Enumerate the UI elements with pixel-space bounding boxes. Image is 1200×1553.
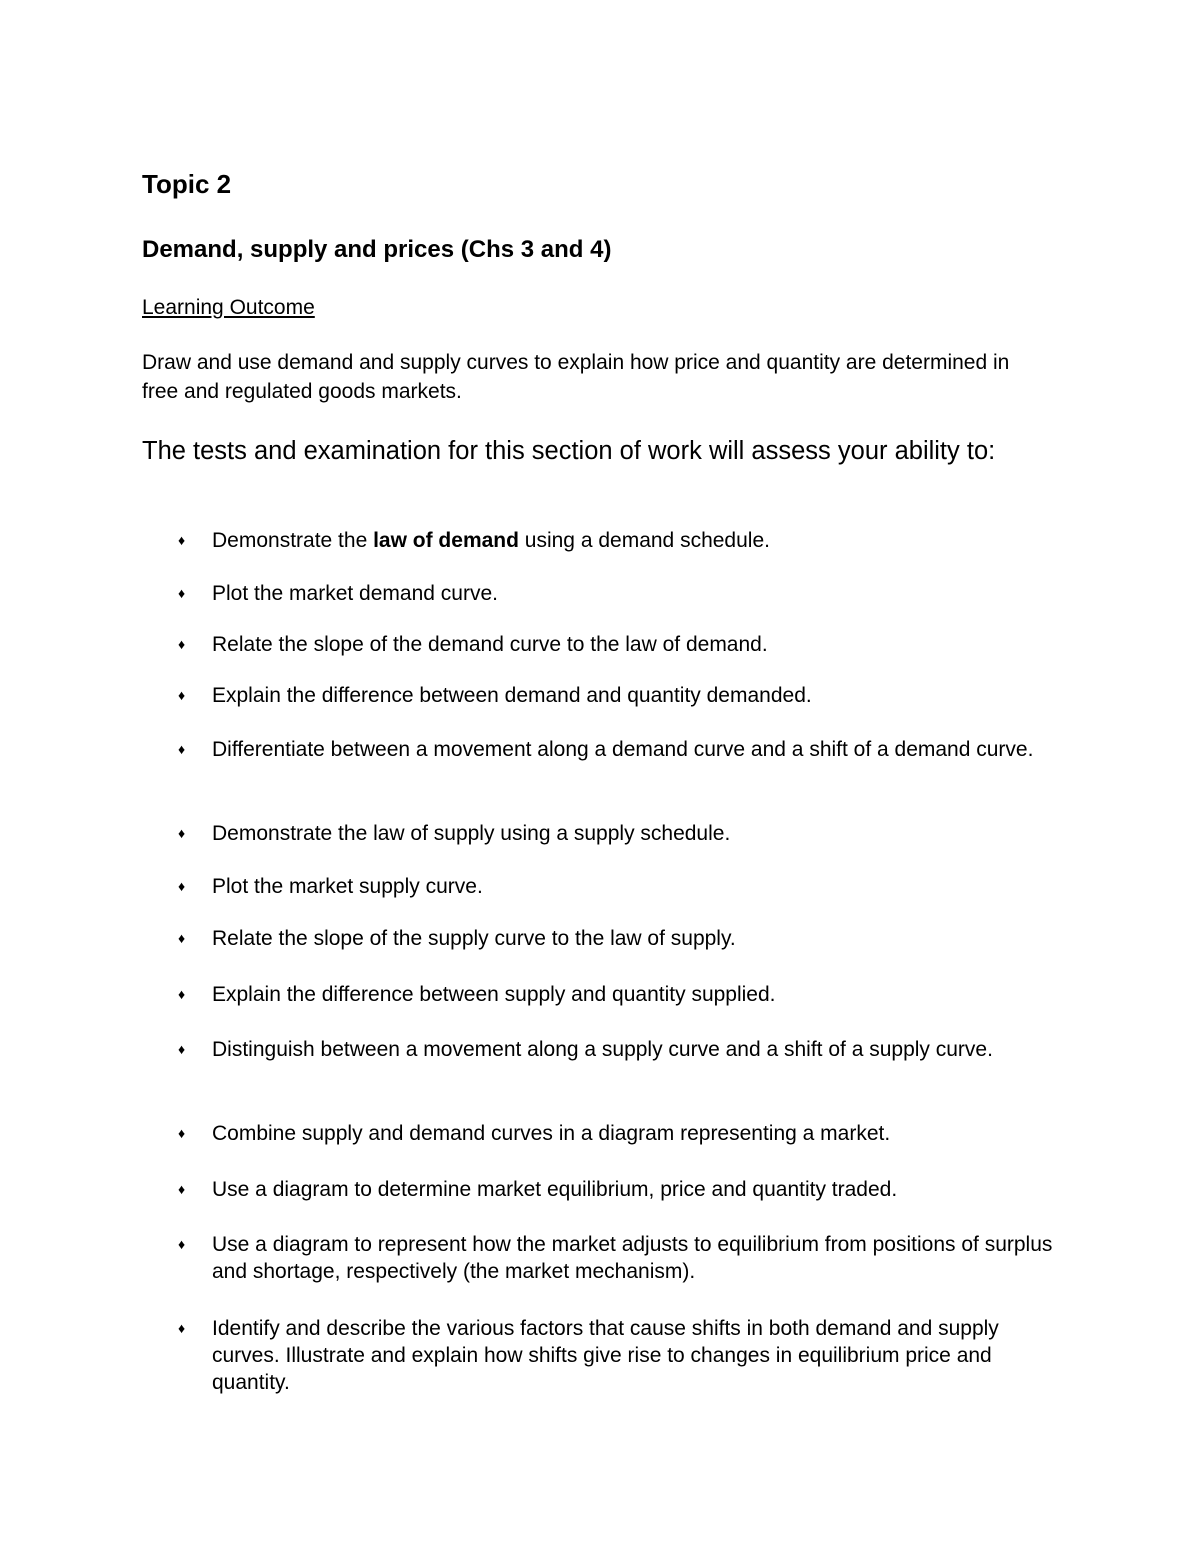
list-item-text: Plot the market supply curve. [212, 875, 483, 898]
diamond-bullet-icon: ♦ [178, 878, 186, 894]
list-item-text: Explain the difference between supply and quantity supplied. [212, 983, 776, 1006]
list-item-text: Use a diagram to represent how the market adjusts to equilibrium from positions of surplus and shortage, respectively (the market mechanism). [212, 1233, 1053, 1283]
list-item-text: Plot the market demand curve. [212, 582, 498, 605]
list-item-text: Differentiate between a movement along a demand curve and a shift of a demand curve. [212, 738, 1034, 761]
diamond-bullet-icon: ♦ [178, 1236, 186, 1252]
list-item-text: Relate the slope of the demand curve to the law of demand. [212, 633, 768, 656]
diamond-bullet-icon: ♦ [178, 1041, 186, 1057]
list-item-text: Combine supply and demand curves in a diagram representing a market. [212, 1122, 891, 1145]
list-item-text: Distinguish between a movement along a supply curve and a shift of a supply curve. [212, 1038, 993, 1061]
diamond-bullet-icon: ♦ [178, 930, 186, 946]
learning-outcome-text: Draw and use demand and supply curves to explain how price and quantity are determined in free and regulated goods markets. [142, 351, 1010, 403]
list-item-text-bold: law of demand [373, 529, 519, 552]
assessment-intro: The tests and examination for this section of work will assess your ability to: [142, 437, 996, 465]
list-item-text: Identify and describe the various factors that cause shifts in both demand and supply curves. Illustrate and explain how shifts give rise to changes in equilibrium price and quantity. [212, 1317, 999, 1394]
diamond-bullet-icon: ♦ [178, 825, 186, 841]
list-item-text [212, 527, 1072, 554]
list-item-text: Use a diagram to determine market equilibrium, price and quantity traded. [212, 1178, 898, 1201]
list-item-text-post: using a demand schedule. [518, 529, 770, 552]
list-item-text: Relate the slope of the supply curve to the law of supply. [212, 927, 736, 950]
topic-title: Topic 2 [142, 169, 232, 199]
list-item-text: Demonstrate the law of supply using a supply schedule. [212, 822, 731, 845]
diamond-bullet-icon: ♦ [178, 532, 186, 548]
list-item-text: Explain the difference between demand and quantity demanded. [212, 684, 812, 707]
diamond-bullet-icon: ♦ [178, 1320, 186, 1336]
diamond-bullet-icon: ♦ [178, 741, 186, 757]
diamond-bullet-icon: ♦ [178, 1125, 186, 1141]
learning-outcome-label: Learning Outcome [142, 296, 315, 319]
diamond-bullet-icon: ♦ [178, 687, 186, 703]
diamond-bullet-icon: ♦ [178, 986, 186, 1002]
diamond-bullet-icon: ♦ [178, 585, 186, 601]
diamond-bullet-icon: ♦ [178, 636, 186, 652]
section-heading: Demand, supply and prices (Chs 3 and 4) [142, 236, 612, 263]
list-item-text-pre: Demonstrate the [212, 529, 374, 552]
diamond-bullet-icon: ♦ [178, 1181, 186, 1197]
